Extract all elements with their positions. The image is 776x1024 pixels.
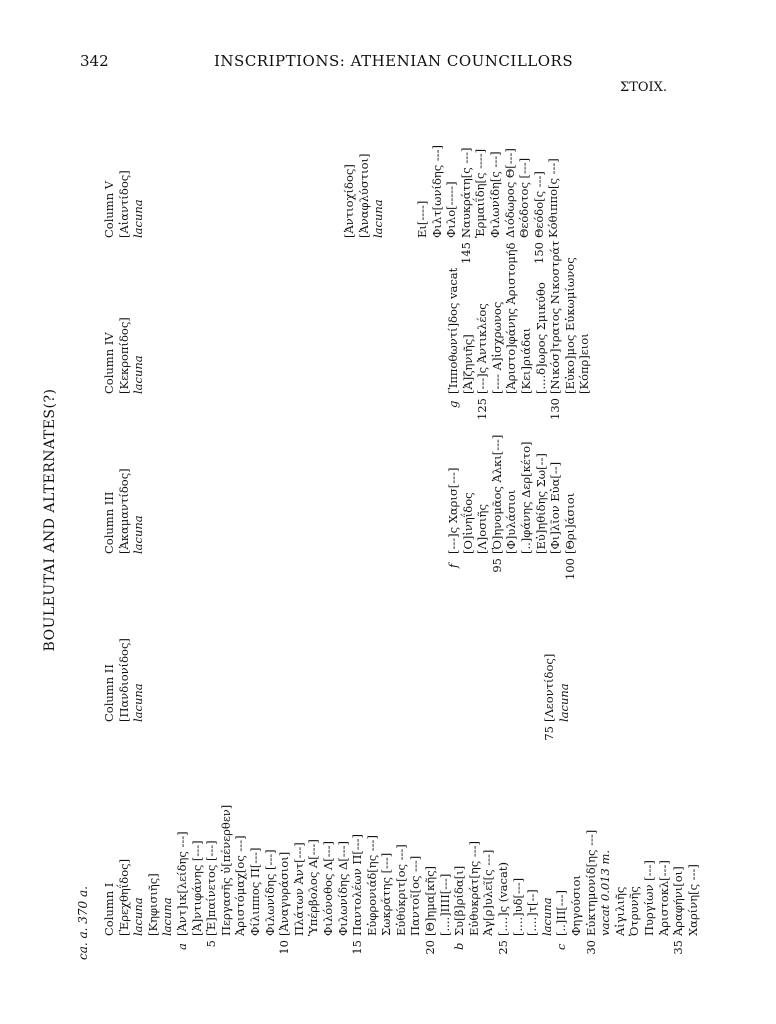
line-text: Διόδωρος Θ[---] (502, 148, 517, 238)
inscription-line (627, 805, 642, 936)
column-lines (446, 434, 577, 580)
inscription-line (277, 805, 292, 955)
column-heading: Column II (102, 664, 116, 722)
line-text: [Θρι]άσιοι (562, 492, 577, 554)
column-lines (542, 653, 571, 741)
column-heading: Column IV (102, 332, 116, 394)
line-text: Φιλτ[ωνίδης ---] (429, 144, 444, 238)
inscription-line (415, 145, 430, 238)
inscription-line (546, 145, 561, 238)
line-text: lacuna (131, 897, 146, 936)
line-text: Παντολέων Π[---] (350, 833, 365, 936)
line-text: Πλάτων Ἀντ[---] (291, 842, 306, 936)
line-text: Πυργίων [---] (641, 860, 656, 936)
line-text: Φιλωνίδης [---] (262, 849, 277, 936)
line-text: lacuna (371, 199, 386, 238)
tribe-name: [Ἀκαμαντίδος] (116, 468, 131, 554)
line-text: [..]ΙΙ[---] (554, 890, 569, 936)
inscription-line (519, 435, 534, 554)
line-text: Ναυκράτη[ς ---] (458, 147, 473, 238)
line-text: [Ἀντ]ικ[λείδης ---] (174, 831, 189, 936)
line-number: 10 (277, 940, 292, 955)
line-text: Ἀγ[ρ]υλεῖ[ς ---] (481, 849, 496, 936)
line-number: 20 (423, 940, 438, 955)
line-text: Χαρίνη[ς ---] (685, 864, 700, 936)
lacuna-note: lacuna (131, 683, 146, 722)
line-text: [Ἀ]ζηνιῆς] (460, 334, 475, 394)
line-text: [Κηφισιῆς] (145, 873, 160, 936)
date-label: ca. a. 370 a. (76, 886, 90, 960)
column-heading: Column I (102, 882, 116, 936)
inscription-line (219, 805, 234, 936)
column-3-lower (446, 434, 577, 580)
column-lines (342, 144, 561, 264)
line-text: Περγασῆς ὑ[πένερθεν] (218, 804, 233, 936)
lacuna-note: lacuna (131, 199, 146, 238)
inscription-line (531, 145, 547, 264)
line-text: Εὐφρονιάδ[ης ---] (364, 835, 379, 936)
line-text: [....]ΙΙΙΙ[---] (437, 873, 452, 936)
line-text: [---- Α]ἰσχρωνος (489, 301, 504, 394)
line-text: Κόθιππο[ς ---] (546, 158, 561, 238)
line-text: Συ[β]ρίδα[ι] (452, 865, 467, 936)
line-text: [Ο]ἰνηΐδος (460, 492, 475, 554)
inscription-line (517, 145, 532, 238)
line-text: Φίλιππος Π[---] (247, 847, 262, 936)
line-text: [Ἀ]ντιφάνης [---] (189, 840, 204, 936)
inscription-line (263, 805, 278, 936)
inscription-line (292, 805, 307, 936)
running-title: INSCRIPTIONS: ATHENIAN COUNCILLORS (214, 52, 574, 70)
section-title: BOULEUTAI AND ALTERNATES(?) (42, 388, 58, 652)
column-5 (102, 170, 146, 238)
line-text: Θεόδοτος [---] (517, 157, 532, 238)
line-text: Φηγούσιοι (569, 875, 583, 936)
inscription-line (190, 805, 205, 936)
inscription-line (452, 805, 467, 950)
line-number: 125 (475, 398, 490, 420)
line-number: 130 (548, 398, 563, 420)
line-text: Ἀραφήνι[οι] (671, 866, 686, 936)
line-text: [....]υδ[---] (510, 877, 525, 936)
inscription-line (481, 805, 496, 936)
page-number: 342 (80, 52, 109, 70)
inscription-line (525, 805, 540, 936)
line-text: Εὐκτημονίδ[ης ---] (583, 829, 598, 936)
inscription-line (350, 805, 365, 955)
inscription-line (548, 240, 563, 420)
column-2-lower (542, 653, 571, 741)
line-text: [Κει]ριάδαι (518, 327, 533, 394)
column-heading: Column V (102, 180, 116, 238)
line-text: [Ἀναφλύστιοι] (356, 153, 371, 238)
inscription-line (160, 805, 175, 936)
line-text: Εὐθύκριτ[ος ---] (393, 844, 408, 936)
line-number: 150 (531, 242, 546, 264)
inscription-line (386, 145, 401, 238)
inscription-line (336, 805, 351, 936)
line-text: Ἑρμαιΐδη[ς ----] (473, 148, 488, 238)
line-text: [....]τ[--] (525, 889, 540, 936)
inscription-line (598, 805, 613, 936)
inscription-line (542, 653, 557, 741)
inscription-line (554, 805, 569, 950)
line-text: [Νικόσ]τρατος Νικοστράτ (548, 240, 563, 394)
inscription-line (583, 805, 599, 955)
inscription-line (475, 435, 490, 554)
column-5-lower (342, 144, 561, 264)
inscription-line (379, 805, 394, 936)
line-text: Ει[----] (414, 200, 429, 238)
line-text: Ἀριστόμαχ[ος ---] (233, 835, 248, 936)
column-4 (102, 317, 146, 394)
inscription-line (563, 240, 578, 394)
inscription-line (511, 805, 526, 936)
inscription-line (686, 805, 701, 936)
lacuna-note: lacuna (131, 355, 146, 394)
line-text: lacuna (160, 897, 175, 936)
line-text: [Ὀ]ηνομᾶος Ἀλκι[---] (489, 434, 504, 554)
line-number: 15 (350, 940, 365, 955)
inscription-line (444, 145, 459, 238)
fragment-marker: g (446, 400, 460, 408)
inscription-line (540, 805, 555, 936)
line-text: lacuna (539, 897, 554, 936)
lacuna-note: lacuna (131, 515, 146, 554)
inscription-line (534, 435, 549, 554)
inscription-line (613, 805, 628, 936)
tribe-name: [Αἰαντίδος] (116, 170, 131, 238)
line-text: Ἀριστοκλ[---] (656, 860, 671, 936)
line-text: vacat 0.013 m. (598, 849, 613, 936)
inscription-line (489, 434, 505, 573)
line-text: [....δ]ωρος Σμικύθο (533, 282, 548, 394)
tribe-name: [Ἐρεχθηΐδος] (116, 858, 131, 936)
inscription-line (473, 145, 488, 238)
inscription-line (430, 145, 445, 238)
line-text: [Εὐκο]μος Εὐκωμίωνος (562, 257, 577, 394)
line-text: [Ἱπποθωντί]δος vacat (446, 267, 460, 394)
tribe-name: [Πανδιονίδος] (116, 638, 131, 722)
line-text: [Φ]υλάσιοι (504, 489, 519, 554)
line-text: [Ἐ]παίνετος [---] (204, 840, 219, 936)
fragment-marker: a (174, 943, 189, 950)
line-text: Φιλόνοθος Λ[---] (320, 841, 335, 936)
fragment-marker: b (452, 942, 467, 950)
inscription-line (306, 805, 321, 936)
inscription-line (365, 805, 380, 936)
line-text: [---]ς Χαρισ[---] (446, 467, 460, 554)
line-text: [Λ]οσιῆς (475, 504, 490, 554)
line-number: 75 (542, 726, 556, 741)
line-text: Θεόδο[ς ---] (531, 171, 546, 238)
fragment-marker: c (554, 943, 569, 950)
column-3 (102, 468, 146, 554)
inscription-line (400, 145, 415, 238)
inscription-line (490, 240, 505, 394)
line-text: [Θ]ημα[κῆς] (423, 865, 438, 936)
line-text: Αἰγιλιῆς (612, 886, 627, 936)
inscription-line (569, 805, 584, 936)
inscription-line (496, 805, 511, 955)
inscription-line (342, 145, 357, 238)
column-2 (102, 638, 146, 722)
line-number: 30 (583, 940, 598, 955)
inscription-line (461, 435, 476, 554)
column-lines (131, 804, 700, 955)
line-text: Φιλωνίδης Δ[---] (335, 841, 350, 936)
inscription-line (248, 805, 263, 936)
inscription-line (408, 805, 423, 936)
column-heading: Column III (102, 491, 116, 554)
inscription-line (446, 435, 461, 568)
inscription-line (146, 805, 161, 936)
line-number: 100 (562, 558, 577, 580)
line-text: [Φι]λῖον Εὐα[--] (548, 461, 563, 554)
inscription-line (657, 805, 672, 936)
inscription-line (321, 805, 336, 936)
inscription-line (562, 435, 578, 580)
line-text: [Ἀντιοχίδος] (342, 164, 356, 238)
line-text: [....]ς (vacat) (496, 862, 511, 936)
line-number: 95 (489, 558, 504, 573)
line-text: Ὑπέρβολος Α[---] (306, 839, 321, 936)
line-text: [Ἀναγυράσιοι] (277, 851, 292, 936)
line-number: 145 (458, 242, 473, 264)
inscription-line (394, 805, 409, 936)
line-text: Εὐθυκράτ[ης ---] (466, 841, 481, 936)
inscription-line (467, 805, 482, 936)
inscription-line (131, 805, 146, 936)
line-text: [Κόπρ]ειοι (577, 333, 592, 394)
line-text: Σωκράτης [---] (379, 852, 394, 936)
fragment-marker: f (446, 563, 460, 568)
inscription-line (475, 240, 490, 420)
inscription-line (438, 805, 453, 936)
tribe-name: [Κεκροπίδος] (116, 317, 131, 394)
line-text: lacuna (556, 683, 571, 722)
line-number: 25 (496, 940, 511, 955)
inscription-line (233, 805, 248, 936)
inscription-line (423, 805, 438, 955)
inscription-line (488, 145, 503, 238)
inscription-line (458, 145, 474, 264)
inscription-line (371, 145, 386, 238)
inscription-line (357, 145, 372, 238)
inscription-line (503, 145, 518, 238)
inscription-line (557, 654, 572, 722)
line-text: Φιλωνίδη[ς ---] (487, 151, 502, 238)
line-text: [Λεοντίδος] (542, 653, 556, 722)
inscription-line (204, 805, 219, 948)
inscription-line (642, 805, 657, 936)
line-number: 5 (204, 940, 219, 948)
inscription-line (174, 805, 190, 950)
line-text: [Ἀριστο]φάνης Ἀριστομήδ (504, 242, 519, 394)
line-text: Φιλο[-----] (444, 181, 459, 238)
line-text: Ὀτρυνῆς (627, 886, 642, 936)
inscription-line (504, 240, 519, 394)
line-number: 35 (671, 940, 686, 955)
line-text: [Εὐ]ηθίδης Σω[--] (533, 453, 548, 554)
line-text: [..]φάνης Δερ[κέτο] (518, 441, 533, 554)
column-1 (102, 804, 700, 955)
inscription-line (548, 435, 563, 554)
inscription-line (504, 435, 519, 554)
inscription-line (671, 805, 686, 955)
stoix-label: ΣΤΟΙΧ. (620, 80, 668, 95)
line-text: [---]ς Ἀντικλέος (475, 303, 490, 394)
inscription-line (577, 240, 592, 394)
line-text: Παντοῖ[ος ---] (408, 855, 423, 936)
page-header (80, 52, 700, 74)
